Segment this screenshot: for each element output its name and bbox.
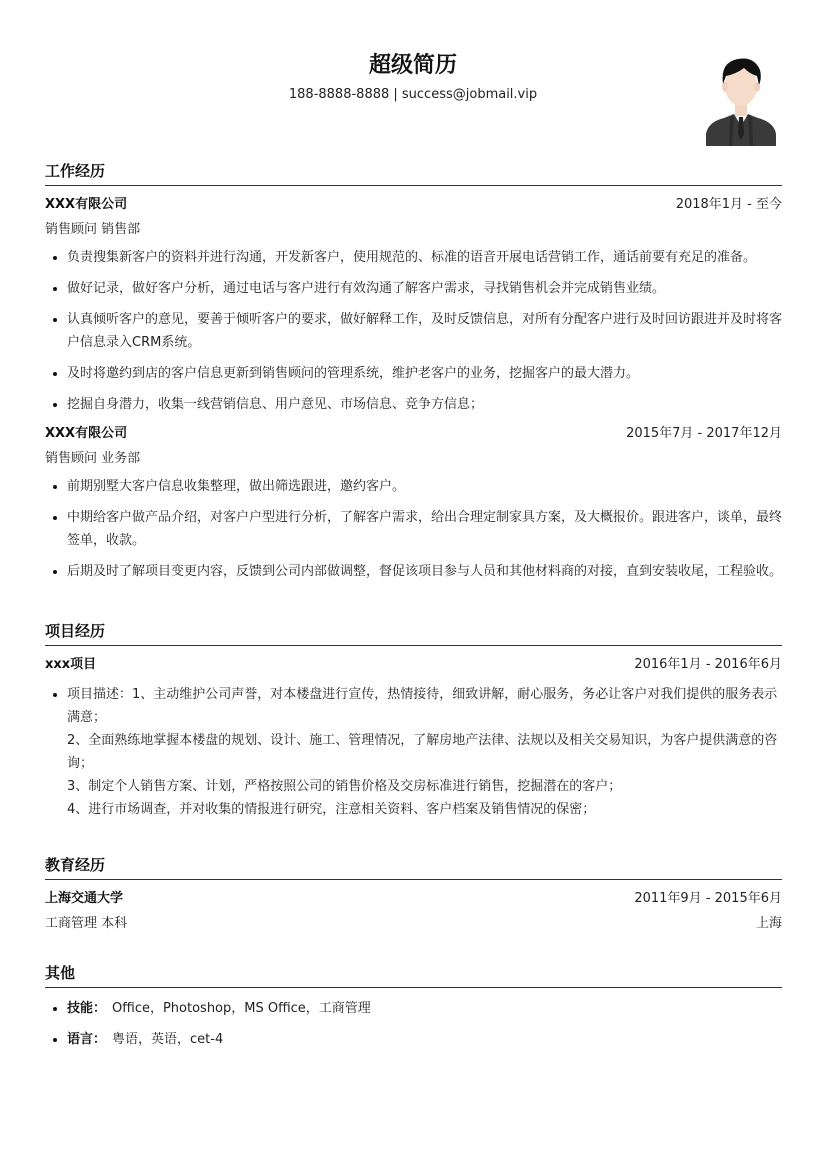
project-section-title: 项目经历 [45,620,782,646]
contact-info: 188-8888-8888 | success@jobmail.vip [288,87,538,102]
other-item-skills [67,997,782,1020]
duty-item: • 前期别墅大客户信息收集整理，做出筛选跟进，邀约客户。 [67,475,782,498]
project-line-3: 3、制定个人销售方案、计划，严格按照公司的销售价格及交房标准进行销售，挖掘潜在的客户； [67,779,622,794]
project-header [45,655,782,675]
education-header [45,889,782,909]
resume-header [0,50,826,104]
duty-item: • 中期给客户做产品介绍，对客户户型进行分析，了解客户需求，给出合理定制家具方案，及大概报价。跟进客户，谈单，最终签单，收款。 [67,506,782,552]
other-section [45,962,782,1059]
project-line-4: 4、进行市场调查，并对收集的情报进行研究，注意相关资料、客户档案及销售情况的保密； [67,802,596,817]
work-entry-2-role [45,449,782,469]
education-section-title: 教育经历 [45,854,782,880]
job-role: 销售顾问 销售部 [45,222,141,237]
work-entry-2-header [45,424,782,444]
project-line-1: • 项目描述：1、主动维护公司声誉，对本楼盘进行宣传，热情接待，细致讲解，耐心服务，务必让客户对我们提供的服务表示满意； [67,687,778,725]
project-section [45,620,782,821]
employment-date: 2018年1月 - 至今 [675,197,782,212]
project-description [45,683,782,821]
avatar-icon [704,54,778,146]
languages-value: 粤语，英语，cet-4 [112,1032,224,1047]
languages-label: 语言： [67,1032,107,1047]
job-role: 销售顾问 业务部 [45,451,141,466]
project-date: 2016年1月 - 2016年6月 [634,657,782,672]
work-section [45,160,782,591]
work-entry-1-header [45,195,782,215]
education-section [45,854,782,934]
project-line-2: 2、全面熟练地掌握本楼盘的规划、设计、施工、管理情况，了解房地产法律、法规以及相关交易知识，为客户提供满意的咨询； [67,733,778,771]
other-list [45,997,782,1051]
project-name: xxx项目 [45,657,97,672]
other-section-title: 其他 [45,962,782,988]
duty-item: • 负责搜集新客户的资料并进行沟通，开发新客户，使用规范的、标准的语音开展电话营销工作，通话前要有充足的准备。 [67,246,782,269]
education-details [45,914,782,934]
other-item-languages [67,1028,782,1051]
duty-item: • 后期及时了解项目变更内容，反馈到公司内部做调整，督促该项目参与人员和其他材料商的对接，直到安装收尾，工程验收。 [67,560,782,583]
duty-item: • 及时将邀约到店的客户信息更新到销售顾问的管理系统，维护老客户的业务，挖掘客户的最大潜力。 [67,362,782,385]
work-entry-1-duties [45,246,782,416]
duty-item: • 做好记录，做好客户分析，通过电话与客户进行有效沟通了解客户需求，寻找销售机会并完成销售业绩。 [67,277,782,300]
skills-value: Office，Photoshop，MS Office，工商管理 [112,1001,371,1016]
education-date: 2011年9月 - 2015年6月 [634,891,782,906]
school-city: 上海 [755,916,782,931]
company-name: XXX有限公司 [45,197,128,212]
work-entry-2-duties [45,475,782,583]
major-degree: 工商管理 本科 [45,916,128,931]
employment-date: 2015年7月 - 2017年12月 [626,426,782,441]
project-line [67,683,782,821]
duty-item: • 认真倾听客户的意见，要善于倾听客户的要求，做好解释工作，及时反馈信息，对所有分配客户进行及时回访跟进并及时将客户信息录入CRM系统。 [67,308,782,354]
duty-item: • 挖掘自身潜力，收集一线营销信息、用户意见、市场信息、竞争方信息； [67,393,782,416]
work-section-title: 工作经历 [45,160,782,186]
work-entry-1-role [45,220,782,240]
company-name: XXX有限公司 [45,426,128,441]
candidate-name: 超级简历 [368,53,457,78]
skills-label: 技能： [67,1001,107,1016]
school-name: 上海交通大学 [45,891,124,906]
